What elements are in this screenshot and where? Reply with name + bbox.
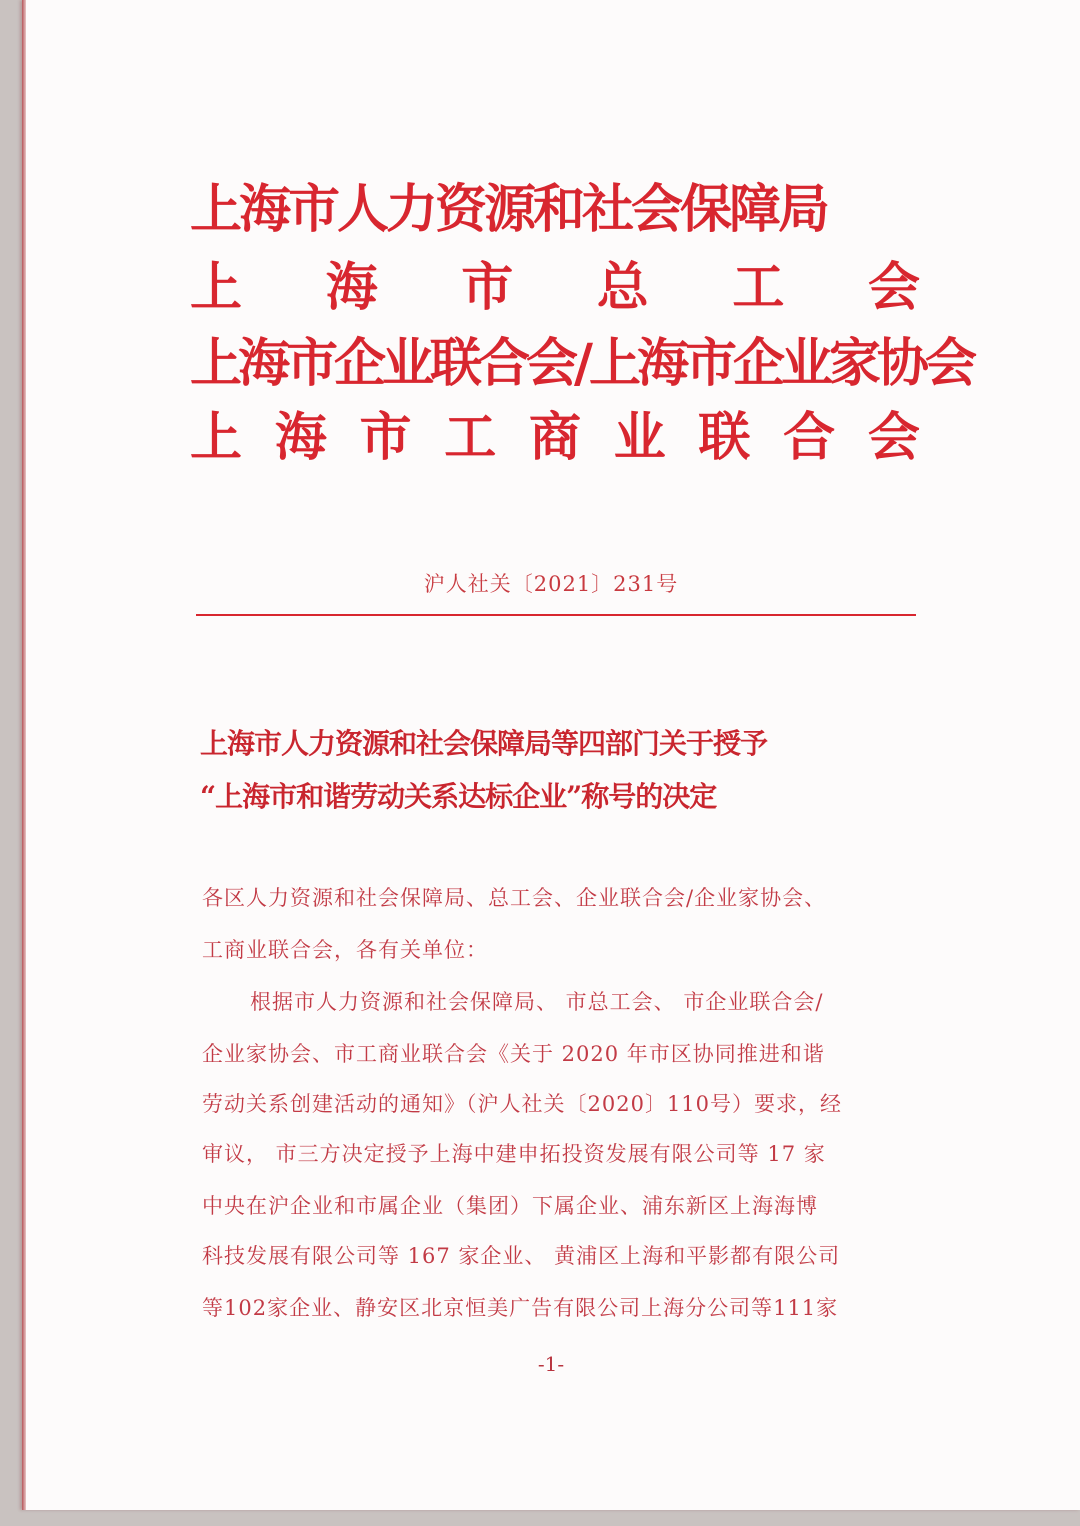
document-number: 沪人社关〔2021〕231号 — [423, 572, 679, 596]
page-edge — [22, 0, 26, 1510]
document-title-line-2: “上海市和谐劳动关系达标企业”称号的决定 — [200, 780, 717, 813]
issuer-line-2-char: 会 — [867, 257, 920, 318]
issuer-line-4 — [190, 408, 920, 468]
issuer-line-2-char: 工 — [732, 257, 785, 318]
issuer-line-2 — [190, 258, 920, 318]
issuer-line-4-char: 联 — [698, 407, 751, 468]
issuer-line-4-char: 业 — [613, 407, 666, 468]
issuer-line-2-char: 市 — [461, 257, 514, 318]
body-line: 企业家协会、市工商业联合会《关于 2020 年市区协同推进和谐 — [202, 1042, 825, 1066]
document-title-line-1: 上海市人力资源和社会保障局等四部门关于授予 — [200, 727, 768, 760]
body-line: 工商业联合会，各有关单位： — [202, 938, 488, 962]
body-line: 审议， 市三方决定授予上海中建申拓投资发展有限公司等 17 家 — [202, 1142, 826, 1166]
issuer-line-2-char: 海 — [325, 257, 378, 318]
page-number: -1- — [537, 1352, 565, 1376]
issuer-line-4-char: 会 — [867, 407, 920, 468]
header-divider — [196, 614, 916, 616]
body-line: 劳动关系创建活动的通知》（沪人社关〔2020〕110号）要求，经 — [202, 1092, 843, 1116]
body-line: 各区人力资源和社会保障局、总工会、企业联合会/企业家协会、 — [202, 886, 827, 910]
issuer-line-2-char: 总 — [596, 257, 649, 318]
issuer-line-4-char: 合 — [783, 407, 836, 468]
body-line: 等102家企业、静安区北京恒美广告有限公司上海分公司等111家 — [202, 1296, 839, 1320]
issuer-line-4-char: 上 — [190, 407, 243, 468]
issuer-line-4-char: 市 — [359, 407, 412, 468]
issuer-line-4-char: 工 — [444, 407, 497, 468]
document-page — [22, 0, 1080, 1510]
issuer-line-4-char: 海 — [274, 407, 327, 468]
body-line: 根据市人力资源和社会保障局、 市总工会、 市企业联合会/ — [250, 990, 824, 1014]
body-line: 科技发展有限公司等 167 家企业、 黄浦区上海和平影都有限公司 — [202, 1244, 841, 1268]
issuer-line-3: 上海市企业联合会/上海市企业家协会 — [190, 333, 973, 394]
issuer-line-4-char: 商 — [528, 407, 581, 468]
body-line: 中央在沪企业和市属企业（集团）下属企业、浦东新区上海海博 — [202, 1194, 818, 1218]
issuer-line-1: 上海市人力资源和社会保障局 — [190, 179, 828, 240]
issuer-line-2-char: 上 — [190, 257, 243, 318]
